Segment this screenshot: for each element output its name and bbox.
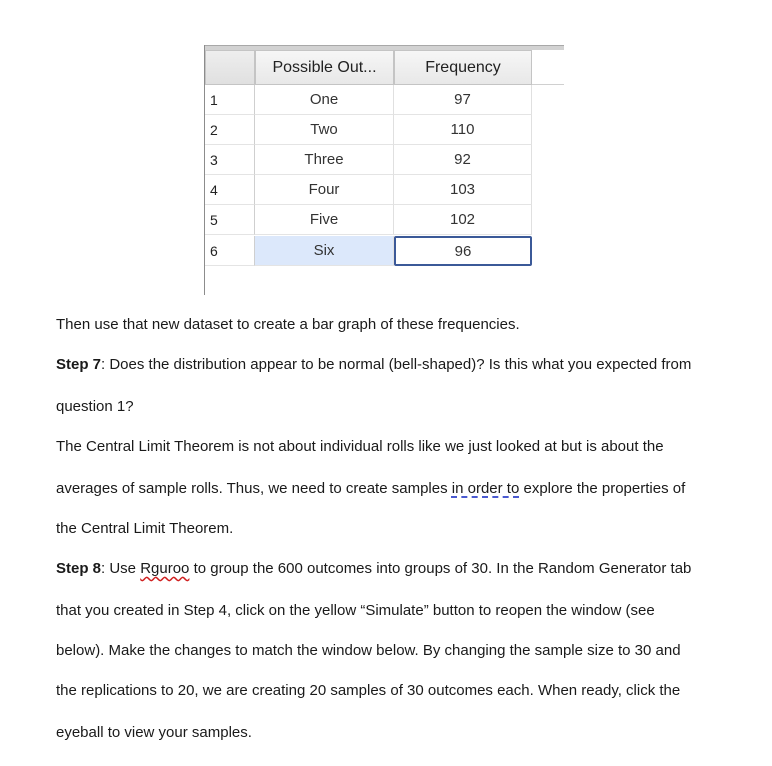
grammar-flagged-phrase: in order to bbox=[451, 480, 520, 497]
table-header-divider bbox=[532, 84, 564, 85]
corner-header-cell[interactable] bbox=[205, 50, 255, 85]
step8-label: Step 8 bbox=[56, 560, 102, 577]
clt-line-2 bbox=[56, 480, 746, 497]
step8-text: to group the 600 outcomes into groups of 30. In the Random Generator tab bbox=[189, 560, 692, 577]
row-number[interactable]: 2 bbox=[205, 115, 255, 145]
outcome-cell[interactable]: One bbox=[255, 85, 394, 115]
outcome-cell[interactable]: Four bbox=[255, 175, 394, 205]
column-header-possible-outcome[interactable]: Possible Out... bbox=[255, 50, 394, 85]
spellcheck-flagged-word: Rguroo bbox=[140, 560, 190, 577]
step7-line bbox=[56, 356, 746, 373]
step8-line-3: below). Make the changes to match the window below. By changing the sample size to 30 and bbox=[56, 642, 681, 659]
column-header-frequency[interactable]: Frequency bbox=[394, 50, 532, 85]
step8-line bbox=[56, 560, 746, 577]
clt-text: explore the properties of bbox=[519, 480, 686, 497]
step8-line-5: eyeball to view your samples. bbox=[56, 724, 252, 741]
outcome-cell[interactable]: Five bbox=[255, 205, 394, 235]
clt-text: averages of sample rolls. Thus, we need to create samples bbox=[56, 480, 452, 497]
step7-line-2: question 1? bbox=[56, 398, 134, 415]
row-number[interactable]: 5 bbox=[205, 205, 255, 235]
frequency-cell[interactable]: 102 bbox=[394, 205, 532, 235]
frequency-cell[interactable]: 103 bbox=[394, 175, 532, 205]
outcome-cell-selected[interactable]: Six bbox=[255, 236, 394, 266]
frequency-cell-active[interactable]: 96 bbox=[394, 236, 532, 266]
step8-text: : Use bbox=[101, 560, 141, 577]
frequency-cell[interactable]: 92 bbox=[394, 145, 532, 175]
step7-text: : Does the distribution appear to be normal (bell-shaped)? Is this what you expected from bbox=[101, 356, 692, 373]
row-number[interactable]: 1 bbox=[205, 85, 255, 115]
frequency-cell[interactable]: 110 bbox=[394, 115, 532, 145]
step7-label: Step 7 bbox=[56, 356, 102, 373]
step8-line-4: the replications to 20, we are creating 20 samples of 30 outcomes each. When ready, click the bbox=[56, 682, 681, 699]
clt-line-3: the Central Limit Theorem. bbox=[56, 520, 234, 537]
frequency-table bbox=[204, 45, 564, 295]
outcome-cell[interactable]: Three bbox=[255, 145, 394, 175]
outcome-cell[interactable]: Two bbox=[255, 115, 394, 145]
row-number[interactable]: 4 bbox=[205, 175, 255, 205]
row-number[interactable]: 3 bbox=[205, 145, 255, 175]
step8-line-2: that you created in Step 4, click on the yellow “Simulate” button to reopen the window (see bbox=[56, 602, 655, 619]
row-number[interactable]: 6 bbox=[205, 236, 255, 266]
clt-line-1: The Central Limit Theorem is not about individual rolls like we just looked at but is about the bbox=[56, 438, 664, 455]
frequency-cell[interactable]: 97 bbox=[394, 85, 532, 115]
instruction-paragraph: Then use that new dataset to create a bar graph of these frequencies. bbox=[56, 316, 520, 333]
